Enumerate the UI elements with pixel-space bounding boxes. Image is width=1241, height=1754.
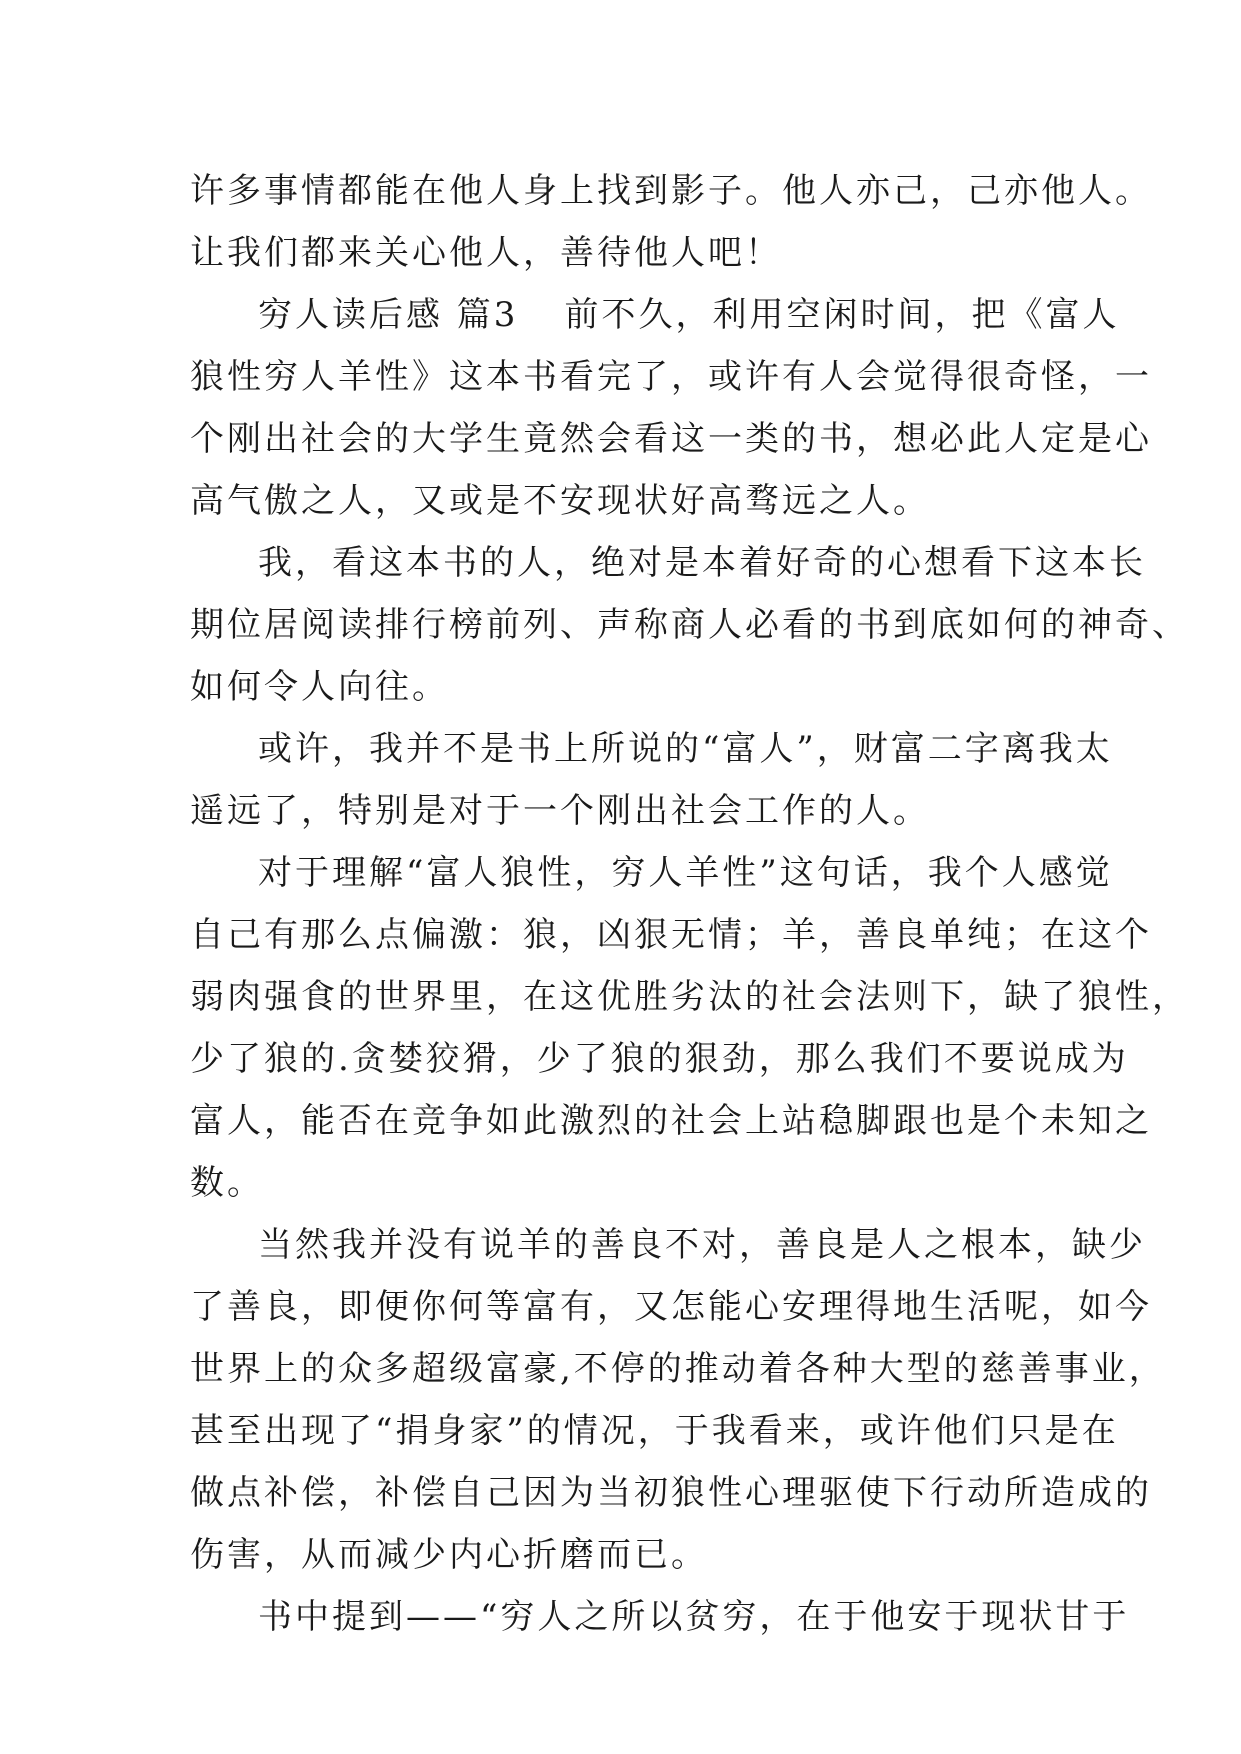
- text-line: 许多事情都能在他人身上找到影子。他人亦己，己亦他人。: [190, 171, 1152, 211]
- text-line: 做点补偿，补偿自己因为当初狼性心理驱使下行动所造成的: [190, 1473, 1152, 1513]
- text-line: 数。: [190, 1163, 264, 1203]
- section-heading-line: [190, 284, 1120, 346]
- text-line: 少了狼的.贪婪狡猾，少了狼的狠劲，那么我们不要说成为: [190, 1039, 1129, 1079]
- text-line: 弱肉强食的世界里，在这优胜劣汰的社会法则下，缺了狼性，: [190, 977, 1189, 1017]
- text-line: 高气傲之人，又或是不安现状好高骛远之人。: [190, 481, 930, 521]
- paragraph-start: 当然我并没有说羊的善良不对，善良是人之根本，缺少: [258, 1225, 1146, 1265]
- text-line: 狼性穷人羊性》这本书看完了，或许有人会觉得很奇怪，一: [190, 357, 1152, 397]
- text-line: 遥远了，特别是对于一个刚出社会工作的人。: [190, 791, 930, 831]
- text-line: 甚至出现了“捐身家”的情况，于我看来，或许他们只是在: [190, 1411, 1119, 1451]
- paragraph-start: 对于理解“富人狼性，穷人羊性”这句话，我个人感觉: [258, 853, 1113, 893]
- paragraph-start: 或许，我并不是书上所说的“富人”，财富二字离我太: [258, 729, 1113, 769]
- text-line: 世界上的众多超级富豪,不停的推动着各种大型的慈善事业，: [190, 1349, 1166, 1389]
- text-line: 个刚出社会的大学生竟然会看这一类的书，想必此人定是心: [190, 419, 1152, 459]
- text-line: 伤害，从而减少内心折磨而已。: [190, 1535, 708, 1575]
- text-line: 让我们都来关心他人，善待他人吧！: [190, 233, 782, 273]
- section-first-text: 前不久，利用空闲时间，把《富人: [564, 295, 1120, 335]
- paragraph-start: 我，看这本书的人，绝对是本着好奇的心想看下这本长: [258, 543, 1146, 583]
- text-line: 了善良，即便你何等富有，又怎能心安理得地生活呢，如今: [190, 1287, 1152, 1327]
- section-heading: 穷人读后感 篇3: [258, 295, 519, 335]
- text-line: 如何令人向往。: [190, 667, 449, 707]
- text-line: 自己有那么点偏激：狼，凶狠无情；羊，善良单纯；在这个: [190, 915, 1152, 955]
- document-body: [190, 160, 1189, 1648]
- text-line: 期位居阅读排行榜前列、声称商人必看的书到底如何的神奇、: [190, 605, 1189, 645]
- paragraph-start: 书中提到——“穷人之所以贫穷，在于他安于现状甘于: [258, 1597, 1130, 1637]
- text-line: 富人，能否在竞争如此激烈的社会上站稳脚跟也是个未知之: [190, 1101, 1152, 1141]
